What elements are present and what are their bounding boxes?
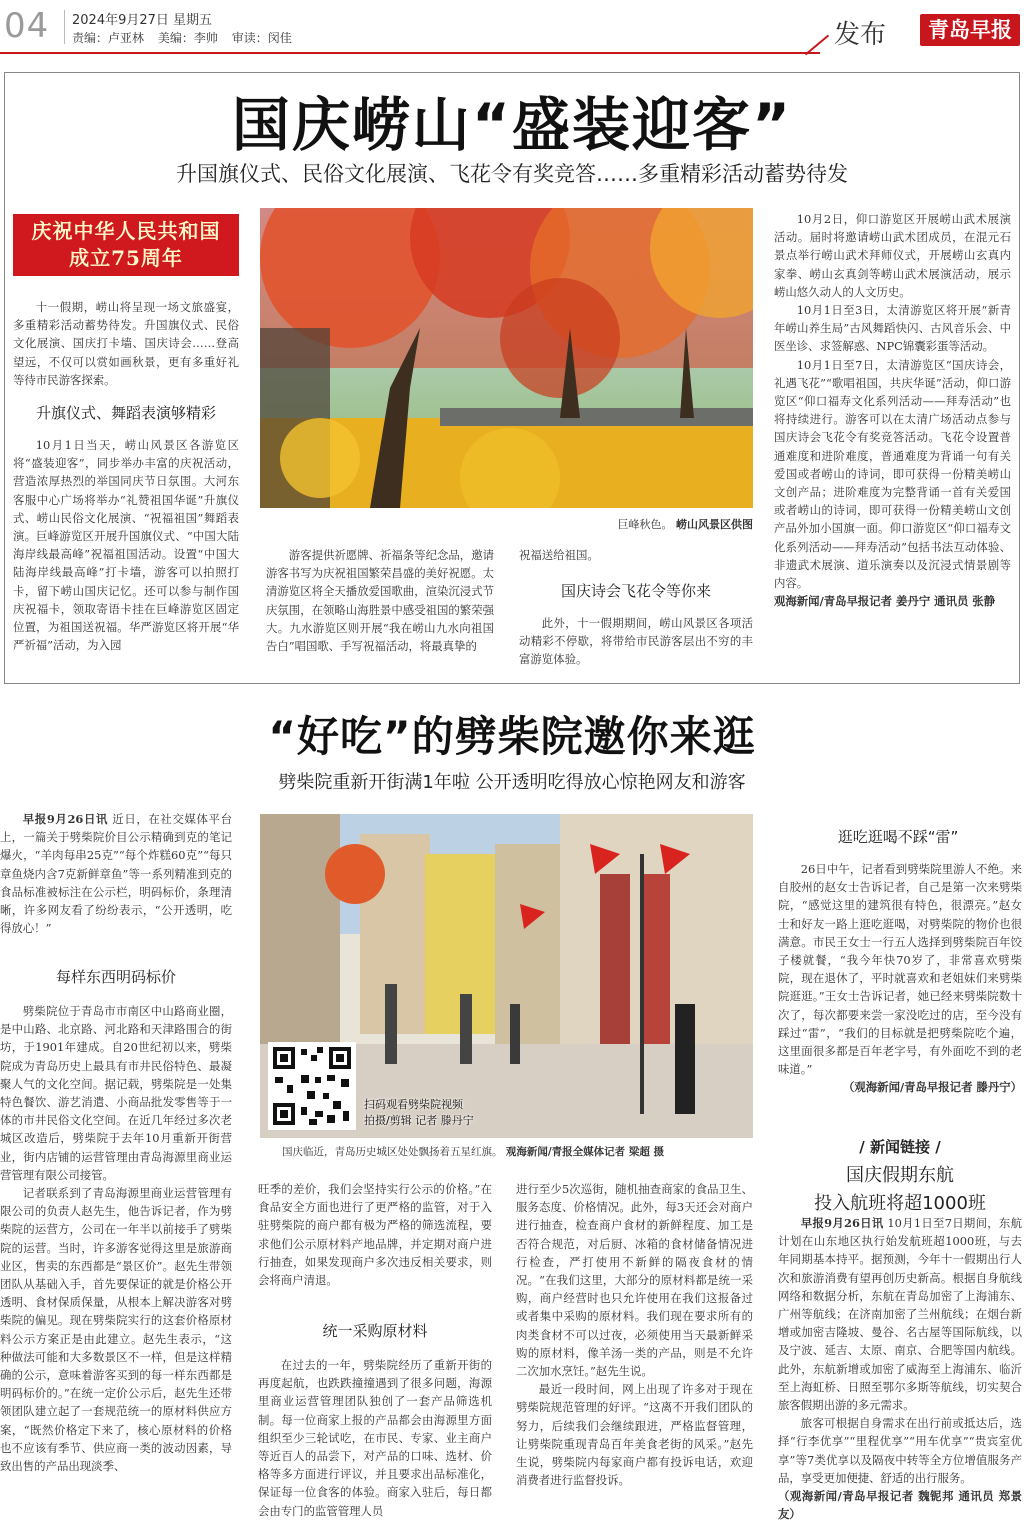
pichaiyuan-subhead-price: 每样东西明码标价 bbox=[55, 968, 176, 986]
laoshan-byline: 观海新闻/青岛早报记者 姜丹宁 通讯员 张静 bbox=[774, 594, 996, 609]
photo-autumn-maple bbox=[260, 208, 753, 508]
autumn-scene-image bbox=[260, 208, 753, 508]
masthead-divider bbox=[64, 10, 65, 44]
laoshan-col3-top: 祝福送给祖国。 bbox=[519, 548, 599, 562]
pichaiyuan-col4: 26日中午，记者看到劈柴院里游人不绝。来自胶州的赵女士告诉记者，自己是第一次来劈柴院，“感觉这里的建筑很有特色，很漂亮。”赵女士和好友一路上逛吃逛喝，对劈柴院的物价也很满意。市民王女士一行五人选择到劈柴院百年饺子楼就餐，“我今年快70岁了，非常喜欢劈柴院，现在退休了，平时就喜欢和老姐妹们来劈柴院逛逛。”王女士告诉记者，她已经来劈柴院数十次了，每次都要来尝一家没吃过的店，至今没有踩过“雷”，“我们的目标就是把劈柴院吃个遍，这里面很多都是百年老字号，有外面吃不到的老味道。” （观海新闻/青岛早报记者 滕丹宁） bbox=[778, 860, 1022, 1110]
page-number: 04 bbox=[4, 6, 50, 46]
news-link-title-1: 国庆假期东航 bbox=[846, 1165, 954, 1186]
news-link-byline: （观海新闻/青岛早报记者 魏铌邦 通讯员 郑景友） bbox=[778, 1489, 1022, 1522]
headline-pichaiyuan: “好吃”的劈柴院邀你来逛 bbox=[268, 712, 756, 761]
news-link-body: 早报9月26日讯 10月1日至7日期间，东航计划在山东地区执行始发航班超1000班，与去年同期基本持平。据预测，今年十一假期出行人次和旅游消费有望再创历史新高。根据自身航线网络和数据分析，东航在青岛加密了上海浦东、广州等航线；在济南加密了兰州航线；在烟台新增或加密吉隆坡、曼谷、名古屋等国际航线，以及宁波、延吉、太原、南京、合肥等国内航线。此外，东航新增或加密了威海至上海浦东、临沂至上海虹桥、日照至鄂尔多斯等航线，切实契合旅客假期出游的多元需求。 旅客可根据自身需求在出行前或抵达后，选择“行李优享”“里程优享”“用车优享”“贵宾室优享”等7类优享以及隔夜中转等全方位增值服务产品，享受更加便捷、舒适的出行服务。 （观海新闻/青岛早报记者 魏铌邦 通讯员 郑景友） bbox=[778, 1214, 1022, 1531]
laoshan-col3: 此外，十一假期期间，崂山风景区各项活动精彩不停歇，将带给市民游客层出不穷的丰富游览体验。 bbox=[519, 616, 753, 667]
pichaiyuan-subhead-tips: 逛吃逛喝不踩“雷” bbox=[837, 828, 959, 846]
laoshan-subhead-flag: 升旗仪式、舞蹈表演够精彩 bbox=[35, 404, 216, 422]
pichaiyuan-col2: 旺季的差价，我们会坚持实行公示的价格。”在食品安全方面也进行了更严格的监管，对于入驻劈柴院的商户都有极为严格的筛选流程，要求他们公示原材料产地品牌，并定期对商户进行抽查，如果发现商户多次违反相关要求，则会将商户清退。 bbox=[258, 1182, 492, 1288]
laoshan-col2: 游客提供祈愿牌、祈福条等纪念品，邀请游客书写为庆祝祖国繁荣昌盛的美好祝愿。太清游览区将全天播放爱国歌曲，渲染沉浸式节庆氛围，在领略山海胜景中感受祖国的繁荣强大。九水游览区则开展“我在崂山九水向祖国告白”唱国歌、手写祝福活动，将最真挚的 bbox=[266, 548, 494, 654]
laoshan-col1: 10月1日当天，崂山风景区各游览区将“盛装迎客”，同步举办丰富的庆祝活动，营造浓厚热烈的举国同庆节日氛围。大河东客服中心广场将举办“礼赞祖国华诞”升旗仪式、崂山民俗文化展演、“祝福祖国”舞蹈表演。巨峰游览区开展升国旗仪式、“中国大陆海岸线最高峰”祝福祖国活动。设置“中国大陆海岸线最高峰”打卡墙，游客可以拍照打卡，留下崂山国庆记忆。还可以参与制作国庆祝福卡，领取寄语卡挂在巨峰游览区固定位置，为祖国送祝福。华严游览区将开展“华严祈福”活动，为入园 bbox=[13, 438, 239, 653]
credit-designer: 美编：李帅 bbox=[157, 31, 218, 45]
pichaiyuan-col3: 进行至少5次巡街，随机抽查商家的食品卫生、服务态度、价格情况。此外，每3天还会对商户进行抽查，检查商户食材的新鲜程度、加工是否符合规范，对后厨、冰箱的食材储备情况进行检查，严打使用不新鲜的隔夜食材的情况。“在我们这里，大部分的原材料都是统一采购，商户经营时也只允许使用在我们这报备过或者集中采购的原材料。我们现在要求所有的肉类食材不可以过夜，必须使用当天最新鲜采购的原材料，像羊汤一类的产品，则是不允许二次加水烹饪。”赵先生说。 最近一段时间，网上出现了许多对于现在劈柴院规范管理的好评。“这离不开我们团队的努力，后续我们会继续跟进，严格监督管理，让劈柴院重现青岛百年美食老街的风采。”赵先生说，劈柴院内每家商户都有投诉电话，欢迎消费者进行监督投诉。 bbox=[516, 1182, 753, 1488]
laoshan-col4: 10月2日，仰口游览区开展崂山武术展演活动。届时将邀请崂山武术团成员，在混元石景点举行崂山武术拜师仪式，开展崂山玄真内家拳、崂山玄真剑等崂山武术展演活动，展示崂山悠久动人的人文历史。 10月1日至3日，太清游览区将开展“新青年崂山养生局”古风舞蹈快闪、古风音乐会、中医坐诊、求签解惑、NPC锦囊彩蛋等活动。 10月1日至7日，太清游览区“国庆诗会，礼遇飞花”“歌唱祖国，共庆华诞”活动，仰口游览区“仰口福寿文化系列活动——拜寿活动”也将持续进行。游客可以在太清广场活动点参与国庆诗会飞花令有奖竞答活动。飞花令设置普通难度和进阶难度，普通难度为背诵一句有关爱国或者崂山的诗词，即可获得一份精美崂山文创产品；进阶难度为完整背诵一首有关爱国或者崂山的诗词，即可获得一份精美崂山文创产品外加小国旗一面。仰口游览区“仰口福寿文化系列活动——拜寿活动”包括书法互动体验、非遗武术展演、道乐演奏以及沉浸式情景剧等内容。 观海新闻/青岛早报记者 姜丹宁 通讯员 张静 bbox=[774, 210, 1011, 680]
qr-code[interactable] bbox=[268, 1042, 356, 1130]
qr-caption: 扫码观看劈柴院视频 拍摄/剪辑 记者 滕丹宁 bbox=[364, 1098, 474, 1127]
pichaiyuan-lead: 早报9月26日讯 近日，在社交媒体平台上，一篇关于劈柴院价目公示精确到克的笔记爆火，“羊肉每串25克”“每个炸糕60克”“每只章鱼烧内含7克新鲜章鱼”等一系列精准到克的食品标准被标注在公示栏，明码标价，条理清晰，许多网友看了纷纷表示，“公开透明，吃得放心！” bbox=[0, 812, 232, 936]
anniversary-tag-line2: 成立75周年 bbox=[69, 246, 183, 270]
editor-credits bbox=[72, 29, 302, 46]
dateline: 早报9月26日讯 bbox=[22, 812, 109, 826]
pichaiyuan-col1: 劈柴院位于青岛市市南区中山路商业圈，是中山路、北京路、河北路和天津路围合的街坊，于1901年建成。自20世纪初以来，劈柴院成为青岛历史上最具有市井民俗特色、最凝聚人气的文化空间。据记载，劈柴院是一处集特色餐饮、游艺消遣、小商品批发零售等于一体的市井民俗文化空间。在近几年经过多次老城区改造后，劈柴院于去年10月重新开街营业，街内店铺的运营管理由青岛海源里商业运营管理有限公司接管。 记者联系到了青岛海源里商业运营管理有限公司的负责人赵先生，他告诉记者，作为劈柴院的运营方，公司在一年半以前接手了劈柴院的运营。当时，许多游客觉得这里是旅游商业区，售卖的东西都是“景区价”。赵先生带领团队从基础入手，首先要保证的就是价格公开透明、食材保质保量，从根本上解决游客对劈柴院的偏见。现在劈柴院实行的这套价格原材料公示方案正是由此建立。赵先生表示，“这种做法可能和大多数景区不一样，但是这样精确的公示，意味着游客买到的每一样东西都是明码标价的。”在统一定价公示后，赵先生还带领团队建立起了一套规范统一的原材料供应方案，“既然价格定下来了，核心原材料的价格也不应该有季节、供应商一类的波动因素，导致出售的产品出现淡季、 bbox=[0, 1004, 232, 1474]
pichaiyuan-subhead-procurement: 统一采购原材料 bbox=[322, 1322, 428, 1340]
pichaiyuan-col2b: 在过去的一年，劈柴院经历了重新开街的再度起航，也跌跌撞撞遇到了很多问题，海源里商业运营管理团队独创了一套产品筛选机制。每一位商家上报的产品都会由海源里方面组织至少三轮试吃，在市民、专家、业主商户等近百人的品尝下，对产品的口味、选材、价格等多方面进行评议，并且要求出品标准化，保证每一位食客的体验。商家入驻后，每日都会由专门的监管管理人员 bbox=[258, 1358, 492, 1518]
qr-code-icon bbox=[271, 1045, 353, 1127]
credit-proofreader: 审读：闵佳 bbox=[231, 31, 292, 45]
laoshan-lead: 十一假期，崂山将呈现一场文旅盛宴，多重精彩活动蓄势待发。升国旗仪式、民俗文化展演、国庆打卡墙、国庆诗会……登高望远，不仅可以赏如画秋景，更有多重好礼等待市民游客探索。 bbox=[13, 300, 239, 387]
subheadline-laoshan: 升国旗仪式、民俗文化展演、飞花令有奖竞答……多重精彩活动蓄势待发 bbox=[176, 162, 848, 186]
pichaiyuan-byline: （观海新闻/青岛早报记者 滕丹宁） bbox=[843, 1080, 1022, 1095]
masthead bbox=[0, 0, 1024, 64]
headline-laoshan: 国庆崂山“盛装迎客” bbox=[231, 91, 793, 159]
news-link-label: / 新闻链接 / bbox=[859, 1138, 941, 1156]
subheadline-pichaiyuan: 劈柴院重新开街满1年啦 公开透明吃得放心惊艳网友和游客 bbox=[278, 772, 746, 793]
masthead-rule bbox=[0, 52, 820, 54]
photo-caption-pichaiyuan: 国庆临近，青岛历史城区处处飘扬着五星红旗。 观海新闻/青报全媒体记者 梁超 摄 bbox=[282, 1146, 664, 1158]
laoshan-subhead-poetry: 国庆诗会飞花令等你来 bbox=[560, 582, 711, 600]
brand-logo: 青岛早报 bbox=[920, 14, 1020, 46]
issue-date: 2024年9月27日 星期五 bbox=[72, 13, 213, 28]
anniversary-tag bbox=[13, 214, 239, 276]
anniversary-tag-line1: 庆祝中华人民共和国 bbox=[31, 219, 221, 243]
credit-editor: 责编：卢亚林 bbox=[72, 31, 145, 45]
news-link-header bbox=[780, 1136, 1020, 1215]
section-name: 发布 bbox=[834, 20, 887, 50]
photo-caption-laoshan: 巨峰秋色。 崂山风景区供图 bbox=[617, 518, 753, 531]
news-link-title-2: 投入航班将超1000班 bbox=[814, 1193, 986, 1214]
